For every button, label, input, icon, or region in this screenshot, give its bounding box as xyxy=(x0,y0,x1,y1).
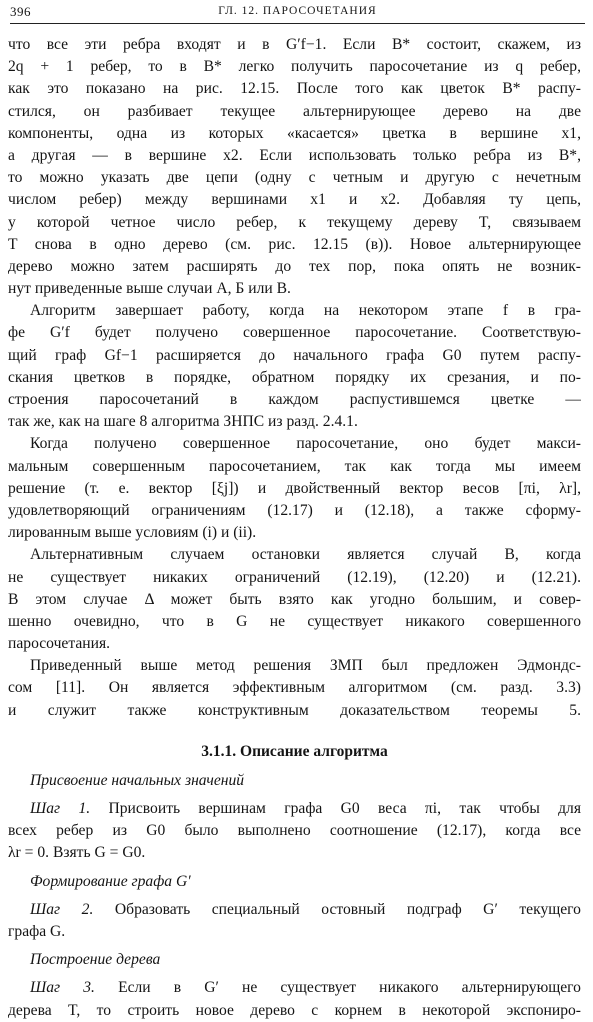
paragraph xyxy=(8,655,581,722)
text-line: щий граф Gf−1 расширяется до начального графа G0 путем распу- xyxy=(8,346,581,364)
text-line xyxy=(8,899,581,921)
text-line: Приведенный выше метод решения ЗМП был предложен Эдмондс- xyxy=(30,657,581,675)
text-line: числом ребер) между вершинами x1 и x2. Добавляя ту цепь, xyxy=(8,191,581,209)
text-line: Когда получено совершенное паросочетание, оно будет макси- xyxy=(30,435,581,453)
text-line: стился, он разбивает текущее альтернирующее дерево на две xyxy=(8,102,581,120)
text-line: сом [11]. Он является эффективным алгоритмом (см. разд. 3.3) xyxy=(8,679,581,697)
text-line: нут приведенные выше случаи А, Б или В. xyxy=(8,280,291,298)
running-head xyxy=(10,3,585,24)
text-line: всех ребер из G0 было выполнено соотношение (12.17), когда все xyxy=(8,822,581,840)
page-number: 396 xyxy=(10,4,31,19)
text-line: В этом случае Δ может быть взято как угодно большим, и совер- xyxy=(8,590,581,608)
subsection-title: Присвоение начальных значений xyxy=(30,771,245,789)
text-line: как это показано на рис. 12.15. После того как цветок B* распу- xyxy=(8,80,581,98)
text-line: дерево можно затем расширять до тех пор, пока опять не возник- xyxy=(8,257,581,275)
paragraph xyxy=(8,433,581,544)
text-line: а другая — в вершине x2. Если использовать только ребра из B*, xyxy=(8,146,581,164)
text-line: не существует никаких ограничений (12.19), (12.20) и (12.21). xyxy=(8,568,581,586)
text-line: лированным выше условиям (i) и (ii). xyxy=(8,524,257,542)
text-line: что все эти ребра входят и в G′f−1. Если B* состоит, скажем, из xyxy=(8,36,581,53)
step-label: Шаг 2. xyxy=(30,900,94,918)
text-line xyxy=(8,798,581,820)
text-line: удовлетворяющий ограничениям (12.17) и (12.18), а также сформу- xyxy=(8,501,581,519)
text-line: и служит также конструктивным доказательством теоремы 5. xyxy=(8,701,581,719)
text-line: T снова в одно дерево (см. рис. 12.15 (в)). Новое альтернирующее xyxy=(8,235,581,253)
step-text: Если в G′ не существует никакого альтернирующего xyxy=(118,979,581,997)
step-label: Шаг 3. xyxy=(30,979,95,997)
text-line: Альтернативным случаем остановки является случай В, когда xyxy=(30,546,581,564)
text-line: скания цветков в порядке, обратном порядку их срезания, и по- xyxy=(8,368,581,386)
text-line: паросочетания. xyxy=(8,635,111,653)
text-line: строения паросочетаний в каждом распустившемся цветке — xyxy=(8,391,581,408)
subsection-title: Построение дерева xyxy=(30,951,161,969)
text-line: дерева T, то строить новое дерево с корнем в некоторой экспониро- xyxy=(8,1001,581,1019)
text-line: то можно указать две цепи (одну с четным и другую с нечетным xyxy=(8,169,581,187)
paragraph xyxy=(8,544,581,655)
text-line: фе G′f будет получено совершенное паросочетание. Соответствую- xyxy=(8,324,581,342)
text-line: графа G. xyxy=(8,922,66,940)
text-line: у которой четное число ребер, к текущему дереву T, связываем xyxy=(8,213,581,231)
chapter-title: ГЛ. 12. ПАРОСОЧЕТАНИЯ xyxy=(218,5,377,17)
subsection-title: Формирование графа G′ xyxy=(30,872,191,890)
text-line: мальным совершенным паросочетанием, так как тогда мы имеем xyxy=(8,457,581,475)
text-line: компоненты, одна из которых «касается» цветка в вершине x1, xyxy=(8,124,581,142)
paragraph xyxy=(8,34,581,300)
section-heading: 3.1.1. Описание алгоритма xyxy=(201,742,388,760)
paragraph xyxy=(8,300,581,433)
text-line xyxy=(8,977,581,999)
text-line: λr = 0. Взять G = G0. xyxy=(8,844,146,862)
text-line: Алгоритм завершает работу, когда на некотором этапе f в гра- xyxy=(30,302,581,320)
step-label: Шаг 1. xyxy=(30,800,91,817)
text-line: решение (т. е. вектор [ξj]) и двойственный вектор весов [πi, λr], xyxy=(8,479,581,497)
body-text xyxy=(8,34,581,1022)
step-text: Образовать специальный остовный подграф G′ текущего xyxy=(114,900,581,918)
text-line: так же, как на шаге 8 алгоритма ЗНПС из разд. 2.4.1. xyxy=(8,413,358,431)
step-text: Присвоить вершинам графа G0 веса πi, так чтобы для xyxy=(108,800,581,817)
text-line: шенно очевидно, что в G не существует никакого совершенного xyxy=(8,612,581,630)
text-line: 2q + 1 ребер, то в B* легко получить паросочетание из q ребер, xyxy=(8,58,581,76)
